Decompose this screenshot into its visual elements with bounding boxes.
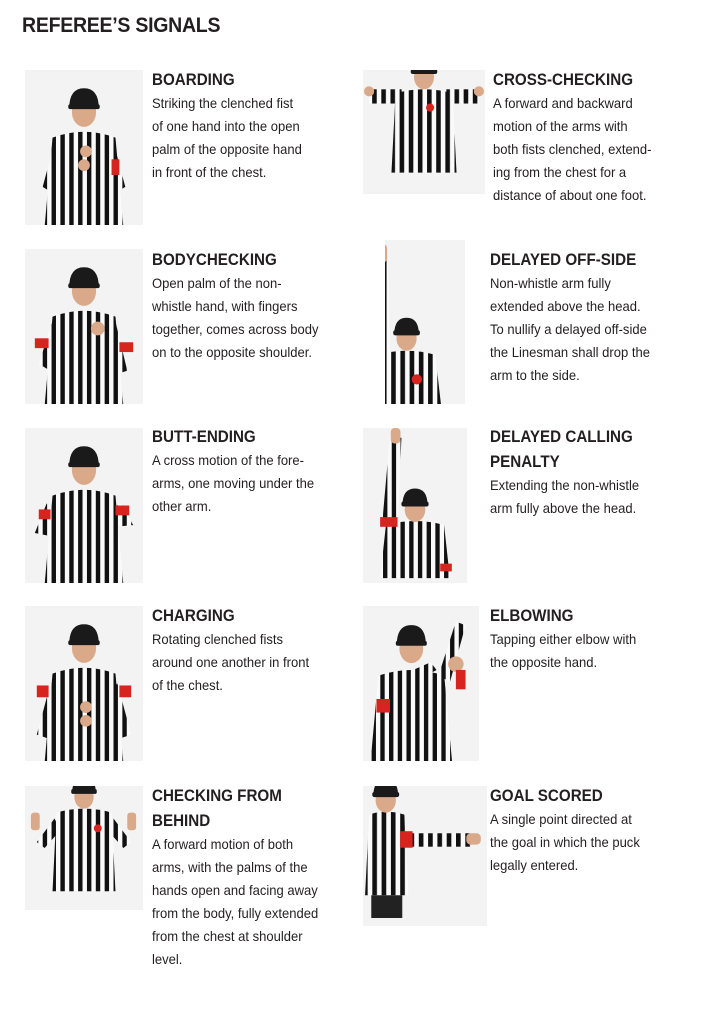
- signal-title: [493, 68, 633, 93]
- signal-title-line: PENALTY: [490, 453, 560, 471]
- signal-title-line: CHARGING: [152, 607, 235, 625]
- signal-title: [152, 425, 256, 450]
- signal-title-line: BEHIND: [152, 812, 211, 830]
- signal-description-line: Open palm of the non-: [152, 275, 282, 291]
- signal-description-line: from the chest at shoulder: [152, 928, 303, 944]
- signal-description-line: A single point directed at: [490, 811, 632, 827]
- signal-title-line: DELAYED CALLING: [490, 428, 633, 446]
- signal-description-line: Rotating clenched fists: [152, 631, 283, 647]
- signal-description-line: To nullify a delayed off-side: [490, 321, 647, 337]
- signal-description-line: both fists clenched, extend-: [493, 141, 652, 157]
- signal-title: [152, 248, 277, 273]
- signal-description-line: of the chest.: [152, 677, 223, 693]
- signal-description: [490, 474, 639, 520]
- signal-title: [490, 784, 603, 809]
- signal-description-line: other arm.: [152, 498, 212, 514]
- signal-title: [152, 604, 235, 629]
- signal-description: [490, 628, 636, 674]
- signal-title: [490, 604, 573, 629]
- signal-title-line: CHECKING FROM: [152, 787, 282, 805]
- signal-description-line: the Linesman shall drop the: [490, 344, 650, 360]
- referee-elbowing-photo: [363, 606, 479, 761]
- signal-description-line: around one another in front: [152, 654, 310, 670]
- signal-title: [490, 248, 636, 273]
- signal-title-line: BODYCHECKING: [152, 251, 277, 269]
- signal-description-line: level.: [152, 951, 183, 967]
- signal-title-line: ELBOWING: [490, 607, 574, 625]
- referee-bodychecking-photo: [25, 249, 143, 404]
- signal-description-line: arms, with the palms of the: [152, 859, 308, 875]
- signal-description: [152, 833, 318, 971]
- signal-description-line: arms, one moving under the: [152, 475, 315, 491]
- page-title: REFEREE’S SIGNALS: [22, 14, 221, 37]
- signal-description-line: motion of the arms with: [493, 118, 628, 134]
- signal-description-line: legally entered.: [490, 857, 579, 873]
- signal-title: [490, 425, 633, 475]
- signal-description-line: whistle hand, with fingers: [152, 298, 298, 314]
- signal-description-line: Non-whistle arm fully: [490, 275, 611, 291]
- signal-description-line: Striking the clenched fist: [152, 95, 294, 111]
- referee-boarding-photo: [25, 70, 143, 225]
- referee-butt-ending-photo: [25, 428, 143, 583]
- signal-description-line: ing from the chest for a: [493, 164, 627, 180]
- signal-description: [152, 628, 309, 697]
- signal-description: [152, 272, 318, 364]
- signal-description-line: extended above the head.: [490, 298, 641, 314]
- signal-title: [152, 784, 282, 834]
- signal-description-line: A forward and backward: [493, 95, 633, 111]
- signal-description-line: arm fully above the head.: [490, 500, 637, 516]
- signal-description-line: of one hand into the open: [152, 118, 300, 134]
- signal-description: [490, 272, 650, 387]
- signal-description-line: A cross motion of the fore-: [152, 452, 304, 468]
- signal-description-line: Tapping either elbow with: [490, 631, 637, 647]
- signal-description: [152, 449, 314, 518]
- signal-description-line: together, comes across body: [152, 321, 319, 337]
- signal-description: [493, 92, 652, 207]
- signal-description: [490, 808, 640, 877]
- signal-title-line: GOAL SCORED: [490, 787, 603, 805]
- signal-title-line: BOARDING: [152, 71, 235, 89]
- signal-description-line: distance of about one foot.: [493, 187, 647, 203]
- signal-description-line: on to the opposite shoulder.: [152, 344, 312, 360]
- signal-title-line: DELAYED OFF-SIDE: [490, 251, 637, 269]
- referee-delayed-off-side-photo: [385, 240, 465, 404]
- signal-title: [152, 68, 235, 93]
- signal-description-line: palm of the opposite hand: [152, 141, 302, 157]
- referee-checking-from-behind-photo: [25, 786, 143, 910]
- signal-title-line: CROSS-CHECKING: [493, 71, 634, 89]
- referee-goal-scored-photo: [363, 786, 487, 926]
- referee-delayed-calling-penalty-photo: [363, 428, 467, 583]
- signal-description-line: the opposite hand.: [490, 654, 598, 670]
- referee-cross-checking-photo: [363, 70, 485, 194]
- signal-description-line: arm to the side.: [490, 367, 580, 383]
- signal-title-line: BUTT-ENDING: [152, 428, 256, 446]
- signal-description-line: in front of the chest.: [152, 164, 267, 180]
- signal-description-line: hands open and facing away: [152, 882, 318, 898]
- signal-description-line: A forward motion of both: [152, 836, 294, 852]
- signal-description: [152, 92, 302, 184]
- signal-description-line: from the body, fully extended: [152, 905, 319, 921]
- referee-charging-photo: [25, 606, 143, 761]
- signal-description-line: the goal in which the puck: [490, 834, 640, 850]
- signal-description-line: Extending the non-whistle: [490, 477, 640, 493]
